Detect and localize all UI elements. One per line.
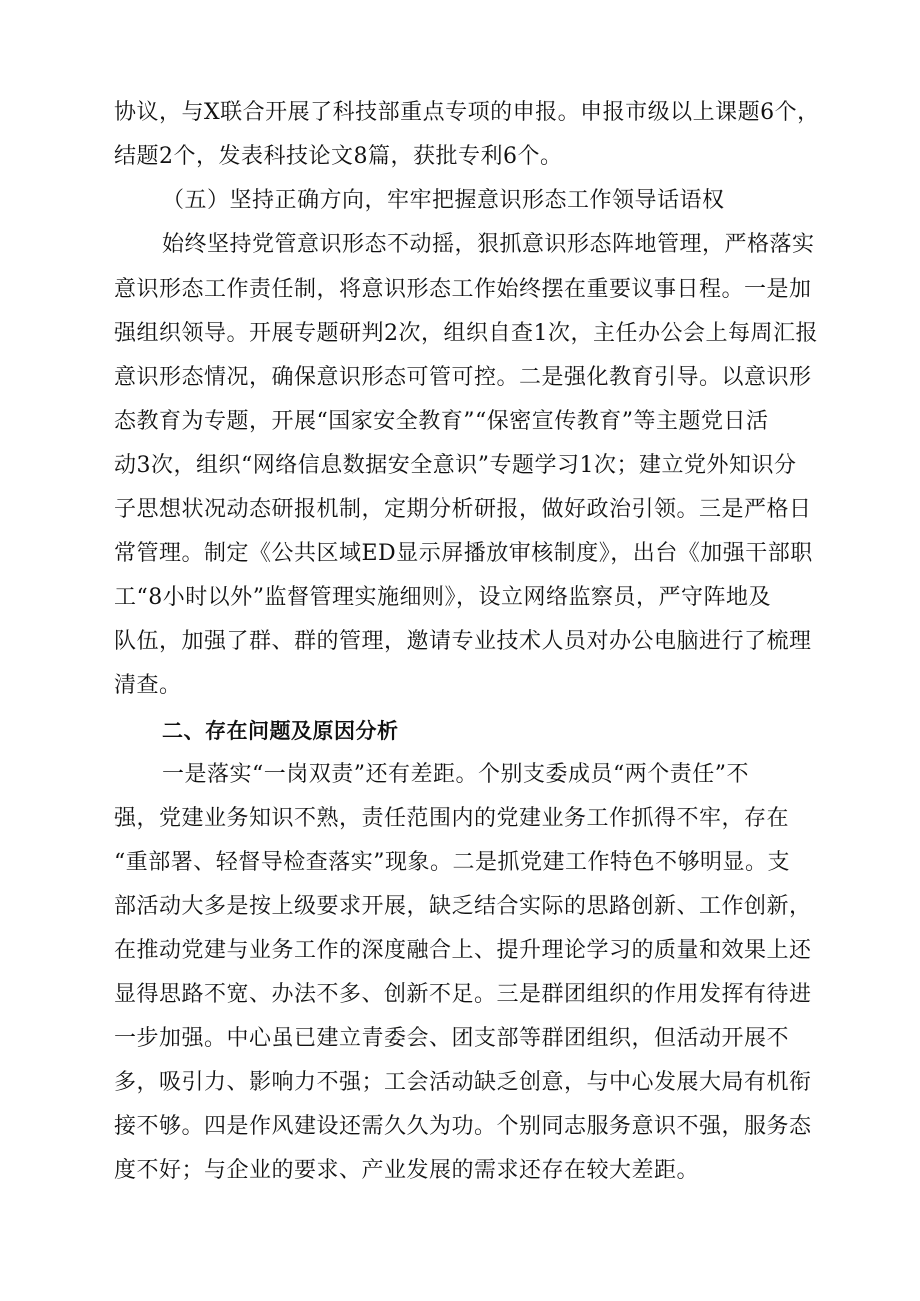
body-text-line: 协议，与X联合开展了科技部重点专项的申报。申报市级以上课题6个， [114, 100, 820, 125]
paragraph-first-line: 一是落实“一岗双责”还有差距。个别支委成员“两个责任”不 [162, 762, 749, 787]
body-text-line: 部活动大多是按上级要求开展，缺乏结合实际的思路创新、工作创新， [114, 894, 812, 919]
body-text-line: 态教育为专题，开展“国家安全教育”“保密宣传教育”等主题党日活 [114, 409, 769, 434]
body-text-line: 强组织领导。开展专题研判2次，组织自查1次，主任办公会上每周汇报 [114, 321, 818, 346]
body-text-line: 多，吸引力、影响力不强；工会活动缺乏创意，与中心发展大局有机衔 [114, 1070, 812, 1095]
body-text-line: 显得思路不宽、办法不多、创新不足。三是群团组织的作用发挥有待进 [114, 982, 812, 1007]
body-text-line: 子思想状况动态研报机制，定期分析研报，做好政治引领。三是严格日 [114, 497, 812, 522]
body-text-line: 一步加强。中心虽已建立青委会、团支部等群团组织，但活动开展不 [114, 1026, 790, 1051]
body-text-line: “重部署、轻督导检查落实”现象。二是抓党建工作特色不够明显。支 [114, 850, 790, 875]
section-subheading: （五）坚持正确方向，牢牢把握意识形态工作领导话语权 [162, 188, 725, 213]
body-text-line: 强，党建业务知识不熟，责任范围内的党建业务工作抓得不牢，存在 [114, 806, 790, 831]
section-heading: 二、存在问题及原因分析 [162, 719, 399, 743]
body-text-line: 度不好；与企业的要求、产业发展的需求还存在较大差距。 [114, 1158, 700, 1183]
body-text-line: 在推动党建与业务工作的深度融合上、提升理论学习的质量和效果上还 [114, 938, 812, 963]
body-text-line: 工“8小时以外”监督管理实施细则》，设立网络监察员，严守阵地及 [114, 585, 771, 610]
body-text-line: 意识形态情况，确保意识形态可管可控。二是强化教育引导。以意识形 [114, 365, 812, 390]
body-text-line: 队伍，加强了群、群的管理，邀请专业技术人员对办公电脑进行了梳理 [114, 629, 812, 654]
body-text-line: 接不够。四是作风建设还需久久为功。个别同志服务意识不强，服务态 [114, 1114, 812, 1139]
body-text-line: 结题2个，发表科技论文8篇，获批专利6个。 [114, 144, 563, 169]
body-text-line: 动3次，组织“网络信息数据安全意识”专题学习1次；建立党外知识分 [114, 453, 797, 478]
body-text-line: 意识形态工作责任制，将意识形态工作始终摆在重要议事日程。一是加 [114, 277, 812, 302]
paragraph-first-line: 始终坚持党管意识形态不动摇，狠抓意识形态阵地管理，严格落实 [162, 232, 815, 257]
body-text-line: 清查。 [114, 673, 182, 698]
body-text-line: 常管理。制定《公共区域ED显示屏播放审核制度》，出台《加强干部职 [114, 541, 813, 566]
